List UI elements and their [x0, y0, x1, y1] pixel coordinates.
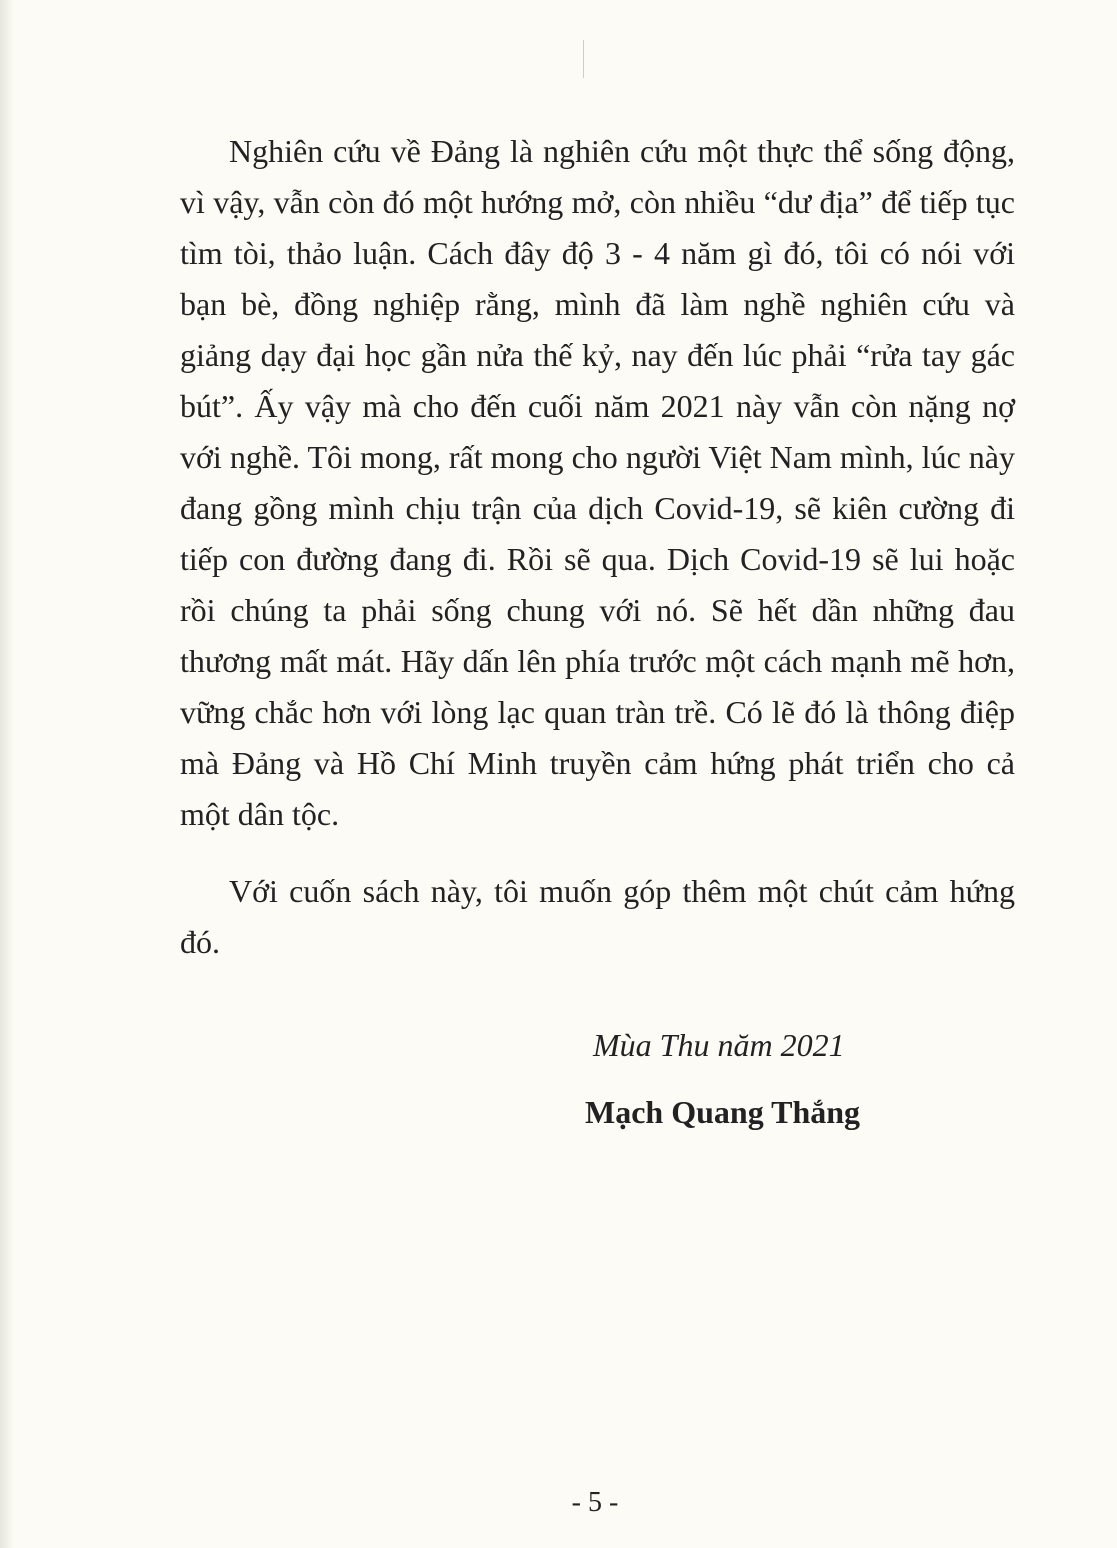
binding-mark [583, 40, 584, 78]
signature-date: Mùa Thu năm 2021 [593, 1027, 845, 1063]
body-text [180, 126, 1015, 968]
signature-author: Mạch Quang Thắng [585, 1094, 861, 1130]
paragraph-2: Với cuốn sách này, tôi muốn góp thêm một chút cảm hứng đó. [180, 873, 1015, 960]
page-edge-shadow [0, 0, 14, 1548]
page-number: - 5 - [571, 1487, 619, 1518]
paragraph-1: Nghiên cứu về Đảng là nghiên cứu một thực thể sống động, vì vậy, vẫn còn đó một hướng mở, còn nhiều “dư địa” để tiếp tục tìm tòi, thảo luận. Cách đây độ 3 - 4 năm gì đó, tôi có nói với bạn bè, đồng nghiệp rằng, mình đã làm nghề nghiên cứu và giảng dạy đại học gần nửa thế kỷ, nay đến lúc phải “rửa tay gác bút”. Ấy vậy mà cho đến cuối năm 2021 này vẫn còn nặng nợ với nghề. Tôi mong, rất mong cho người Việt Nam mình, lúc này đang gồng mình chịu trận của dịch Covid-19, sẽ kiên cường đi tiếp con đường đang đi. Rồi sẽ qua. Dịch Covid-19 sẽ lui hoặc rồi chúng ta phải sống chung với nó. Sẽ hết dần những đau thương mất mát. Hãy dấn lên phía trước một cách mạnh mẽ hơn, vững chắc hơn với lòng lạc quan tràn trề. Có lẽ đó là thông điệp mà Đảng và Hồ Chí Minh truyền cảm hứng phát triển cho cả một dân tộc. [180, 133, 1015, 832]
